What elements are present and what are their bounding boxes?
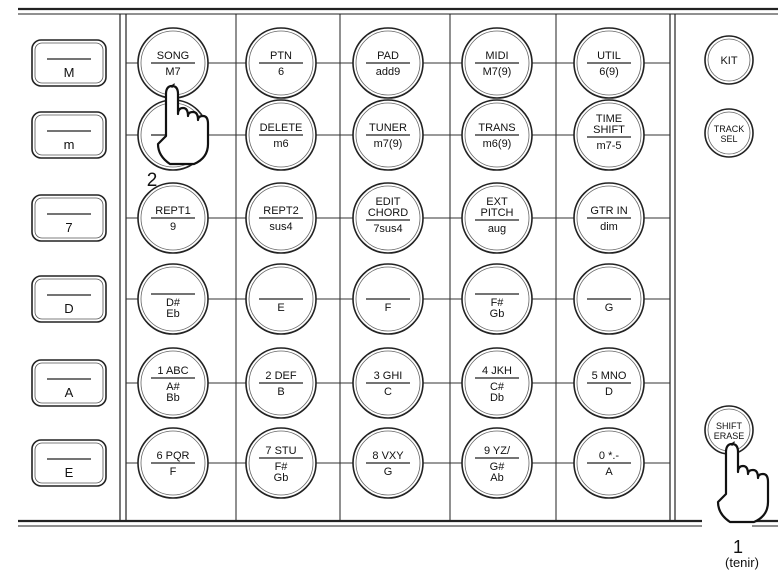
pad-function-label: 9 YZ/ bbox=[483, 445, 511, 457]
pad-function-label: PAD bbox=[377, 50, 399, 62]
pad-r2-c3[interactable] bbox=[353, 100, 423, 170]
pad-chord-label: m6(9) bbox=[482, 138, 512, 150]
pad-r1-c4[interactable] bbox=[462, 28, 532, 98]
pad-chord-label: M7(9) bbox=[482, 66, 512, 78]
pad-chord-label: Bb bbox=[166, 392, 180, 404]
pad-chord-label: dim bbox=[600, 221, 618, 233]
pad-chord-label: Eb bbox=[166, 308, 180, 320]
pad-function-label: TIME bbox=[595, 113, 623, 125]
pad-function-label: REPT2 bbox=[263, 205, 299, 217]
button-label: SHIFT bbox=[716, 421, 742, 431]
step-number: 1 bbox=[732, 537, 744, 557]
pad-chord-label: F bbox=[384, 302, 392, 314]
pad-chord-label: m6 bbox=[273, 138, 289, 150]
pad-chord-label: 9 bbox=[169, 221, 177, 233]
pad-r5-c2[interactable] bbox=[246, 348, 316, 418]
pad-chord-label: F# bbox=[490, 297, 504, 309]
pad-function-label: DELETE bbox=[259, 122, 303, 134]
pad-function-label: 7 STU bbox=[265, 445, 297, 457]
pad-chord-label: F bbox=[169, 466, 177, 478]
pad-grid bbox=[138, 28, 644, 498]
pad-r2-c4[interactable] bbox=[462, 100, 532, 170]
pad-chord-label: Gb bbox=[489, 308, 505, 320]
pad-function-label: PTN bbox=[270, 50, 292, 62]
button-label: TRACK bbox=[713, 124, 745, 134]
pad-chord-label: aug bbox=[487, 223, 507, 235]
pad-chord-label: D# bbox=[165, 297, 181, 309]
pad-function-label: GTR IN bbox=[590, 205, 628, 217]
pad-r6-c5[interactable] bbox=[574, 428, 644, 498]
pad-function-label: CHORD bbox=[367, 207, 409, 219]
pad-r3-c1[interactable] bbox=[138, 183, 208, 253]
pad-chord-label: A bbox=[605, 466, 613, 478]
pointing-hand-icon bbox=[718, 442, 768, 522]
chord-key-label: m bbox=[63, 137, 75, 152]
chord-key-label: E bbox=[64, 465, 74, 480]
pad-r5-c3[interactable] bbox=[353, 348, 423, 418]
pad-r4-c3[interactable] bbox=[353, 264, 423, 334]
chord-key-m[interactable] bbox=[32, 40, 106, 86]
pad-r5-c1[interactable] bbox=[138, 348, 208, 418]
function-button-column bbox=[705, 36, 753, 454]
pad-r1-c3[interactable] bbox=[353, 28, 423, 98]
pad-r6-c3[interactable] bbox=[353, 428, 423, 498]
chord-key-label: D bbox=[64, 301, 74, 316]
pad-r6-c1[interactable] bbox=[138, 428, 208, 498]
pad-function-label: 6 PQR bbox=[156, 450, 190, 462]
pad-chord-label: sus4 bbox=[269, 221, 293, 233]
pad-chord-label: G bbox=[383, 466, 393, 478]
chord-key-label: A bbox=[64, 385, 74, 400]
pad-function-label: 1 ABC bbox=[157, 365, 189, 377]
pad-chord-label: Ab bbox=[490, 472, 504, 484]
pad-function-label: UTIL bbox=[597, 50, 621, 62]
pad-chord-label: A# bbox=[166, 381, 180, 393]
chord-key-7[interactable] bbox=[32, 195, 106, 241]
pad-r3-c2[interactable] bbox=[246, 183, 316, 253]
pad-function-label: EDIT bbox=[375, 196, 401, 208]
step-number: 2 bbox=[146, 170, 158, 191]
pad-chord-label: Db bbox=[489, 392, 505, 404]
pad-r3-c4[interactable] bbox=[462, 183, 532, 253]
pad-chord-label: add9 bbox=[375, 66, 401, 78]
pad-r4-c2[interactable] bbox=[246, 264, 316, 334]
chord-key-column bbox=[32, 40, 106, 486]
button-label: ERASE bbox=[713, 431, 745, 441]
pad-chord-label: F# bbox=[274, 461, 288, 473]
pad-chord-label: C bbox=[384, 386, 392, 398]
pad-function-label: TRANS bbox=[478, 122, 516, 134]
pad-chord-label: G# bbox=[489, 461, 505, 473]
chord-key-d[interactable] bbox=[32, 276, 106, 322]
pad-chord-label: m7(9) bbox=[373, 138, 403, 150]
pad-r5-c4[interactable] bbox=[462, 348, 532, 418]
pad-chord-label: B bbox=[277, 386, 285, 398]
pad-chord-label: D bbox=[605, 386, 613, 398]
pad-r3-c5[interactable] bbox=[574, 183, 644, 253]
pad-function-label: SONG bbox=[156, 50, 190, 62]
pad-function-label: 4 JKH bbox=[482, 365, 512, 377]
pad-chord-label: G bbox=[604, 302, 614, 314]
pad-function-label: MIDI bbox=[485, 50, 509, 62]
pad-chord-label: m7-5 bbox=[596, 140, 622, 152]
pad-chord-label: 6(9) bbox=[599, 66, 619, 78]
pad-chord-label: M7 bbox=[165, 66, 181, 78]
kit-button[interactable] bbox=[705, 36, 753, 84]
pad-chord-label: E bbox=[277, 302, 285, 314]
pad-r1-c2[interactable] bbox=[246, 28, 316, 98]
pad-r5-c5[interactable] bbox=[574, 348, 644, 418]
pad-r1-c5[interactable] bbox=[574, 28, 644, 98]
pad-chord-label: Gb bbox=[273, 472, 289, 484]
hold-note: (tenir) bbox=[725, 555, 759, 570]
pad-r6-c2[interactable] bbox=[246, 428, 316, 498]
pad-function-label: 8 VXY bbox=[372, 450, 404, 462]
button-label: SEL bbox=[720, 134, 738, 144]
pad-function-label: 5 MNO bbox=[591, 370, 627, 382]
pad-function-label: REPT1 bbox=[155, 205, 191, 217]
pad-chord-label: C# bbox=[489, 381, 505, 393]
pad-r2-c5[interactable] bbox=[574, 100, 644, 170]
chord-key-label: M bbox=[63, 65, 75, 80]
pad-function-label: SHIFT bbox=[593, 124, 625, 136]
pad-function-label: 0 *.- bbox=[598, 450, 620, 462]
chord-key-a[interactable] bbox=[32, 360, 106, 406]
pad-function-label: 3 GHI bbox=[373, 370, 403, 382]
pad-function-label: TUNER bbox=[369, 122, 407, 134]
pad-r6-c4[interactable] bbox=[462, 428, 532, 498]
pad-r4-c5[interactable] bbox=[574, 264, 644, 334]
pad-function-label: 2 DEF bbox=[265, 370, 297, 382]
pad-r4-c1[interactable] bbox=[138, 264, 208, 334]
chord-key-e[interactable] bbox=[32, 440, 106, 486]
chord-key-label: 7 bbox=[65, 220, 73, 235]
track-sel-button[interactable] bbox=[705, 109, 753, 157]
pad-chord-label: 7sus4 bbox=[373, 223, 403, 235]
pad-r3-c3[interactable] bbox=[353, 183, 423, 253]
button-label: KIT bbox=[720, 55, 738, 67]
pad-r4-c4[interactable] bbox=[462, 264, 532, 334]
pad-function-label: EXT bbox=[486, 196, 508, 208]
chord-key-m[interactable] bbox=[32, 112, 106, 158]
pad-chord-label: 6 bbox=[277, 66, 285, 78]
pad-r2-c2[interactable] bbox=[246, 100, 316, 170]
pad-function-label: PITCH bbox=[480, 207, 514, 219]
